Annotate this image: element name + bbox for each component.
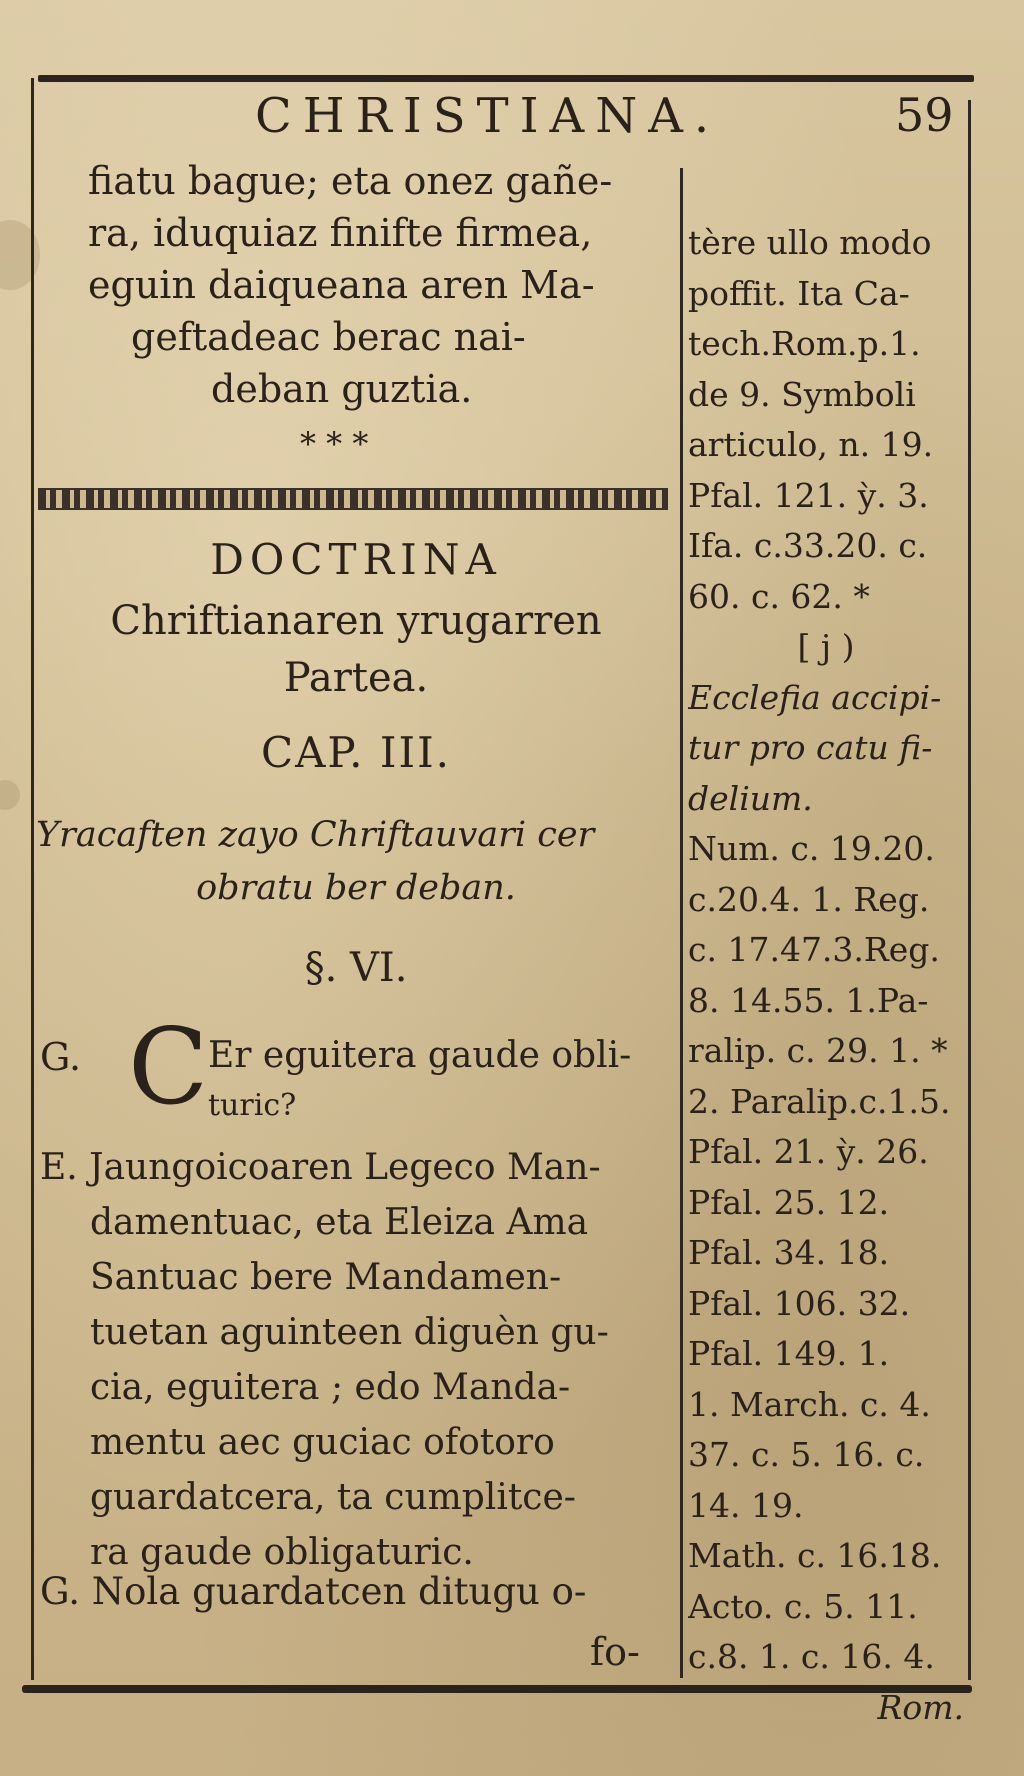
margin-note: c. 17.47.3.Reg. xyxy=(688,930,940,969)
page-stain xyxy=(0,780,20,810)
page-stain xyxy=(0,220,40,290)
margin-note: Acto. c. 5. 11. xyxy=(688,1586,918,1626)
column-divider-line xyxy=(680,168,683,1678)
text-line: Santuac bere Mandamen- xyxy=(90,1257,562,1298)
question-text: Er eguitera gaude obli- xyxy=(208,1035,632,1076)
text-line: geftadeac berac nai- xyxy=(131,315,526,359)
catchword: fo- xyxy=(590,1630,640,1674)
page-number: 59 xyxy=(895,88,954,142)
margin-note: Ecclefia accipi- xyxy=(688,677,942,717)
chapter-summary: obratu ber deban. xyxy=(196,868,516,908)
text-line: tuetan aguinteen diguèn gu- xyxy=(90,1312,609,1353)
margin-note: Pfal. 21. ỳ. 26. xyxy=(688,1132,929,1171)
section-title: DOCTRINA xyxy=(210,535,502,584)
margin-note: 8. 14.55. 1.Pa- xyxy=(688,980,929,1020)
margin-note: Pfal. 149. 1. xyxy=(688,1334,890,1373)
margin-note: Pfal. 34. 18. xyxy=(688,1233,890,1272)
text-line: damentuac, eta Eleiza Ama xyxy=(90,1202,589,1243)
text-line: eguin daiqueana aren Ma- xyxy=(88,263,595,307)
section-subtitle: Chriftianaren yrugarren xyxy=(110,598,602,644)
margin-note: 37. c. 5. 16. c. xyxy=(688,1435,925,1474)
answer-paragraph xyxy=(40,1140,609,1580)
margin-note: delium. xyxy=(688,778,813,818)
margin-note: 1. March. c. 4. xyxy=(688,1384,931,1424)
text-line: ra gaude obligaturic. xyxy=(90,1532,474,1573)
asterism: * * * xyxy=(300,425,369,463)
margin-note: articulo, n. 19. xyxy=(688,425,934,464)
question-text: G. Nola guardatcen ditugu o- xyxy=(40,1570,587,1613)
chapter-heading: CAP. III. xyxy=(260,728,452,777)
margin-note: de 9. Symboli xyxy=(688,374,916,414)
paragraph-number: §. VI. xyxy=(304,945,408,991)
margin-note: 14. 19. xyxy=(688,1485,804,1525)
margin-notes xyxy=(688,218,964,1733)
ornament-divider xyxy=(38,488,668,510)
margin-note: [ j ) xyxy=(797,627,855,666)
margin-note: tur pro catu fi- xyxy=(688,728,933,767)
text-line: deban guztia. xyxy=(211,367,473,411)
running-header: CHRISTIANA. xyxy=(255,88,721,144)
chapter-summary: Yracaften zayo Chriftauvari cer xyxy=(36,815,595,855)
margin-note: Rom. xyxy=(877,1687,964,1727)
margin-note: Pfal. 25. 12. xyxy=(688,1182,890,1222)
left-border-line xyxy=(31,78,34,1680)
margin-note: Math. c. 16.18. xyxy=(688,1536,942,1575)
margin-note: poffit. Ita Ca- xyxy=(688,273,910,313)
margin-note: 60. c. 62. * xyxy=(688,576,870,616)
margin-note: Num. c. 19.20. xyxy=(688,829,935,868)
text-line: guardatcera, ta cumplitce- xyxy=(90,1477,576,1518)
right-border-line xyxy=(968,100,971,1680)
margin-note: c.8. 1. c. 16. 4. xyxy=(688,1637,935,1676)
margin-note: 2. Paralip.c.1.5. xyxy=(688,1081,951,1121)
margin-note: tère ullo modo xyxy=(688,223,932,262)
margin-note: tech.Rom.p.1. xyxy=(688,324,921,363)
question-speaker: G. xyxy=(40,1035,82,1079)
margin-note: Pfal. 106. 32. xyxy=(688,1283,911,1323)
margin-note: c.20.4. 1. Reg. xyxy=(688,879,930,919)
text-line: cia, eguitera ; edo Manda- xyxy=(90,1367,571,1408)
margin-note: Pfal. 121. ỳ. 3. xyxy=(688,475,929,515)
text-line: mentu aec guciac ofotoro xyxy=(90,1422,555,1463)
text-line: E. Jaungoicoaren Legeco Man- xyxy=(40,1147,601,1188)
drop-cap: C xyxy=(128,1006,209,1128)
question-text: turic? xyxy=(208,1088,297,1123)
margin-note: Ifa. c.33.20. c. xyxy=(688,526,928,565)
text-line: ra, iduquiaz finifte firmea, xyxy=(88,211,593,255)
section-subtitle: Partea. xyxy=(283,655,429,701)
text-line: fiatu bague; eta onez gañe- xyxy=(88,159,613,203)
top-rule xyxy=(38,75,974,82)
margin-note: ralip. c. 29. 1. * xyxy=(688,1031,948,1070)
top-paragraph xyxy=(36,155,676,415)
